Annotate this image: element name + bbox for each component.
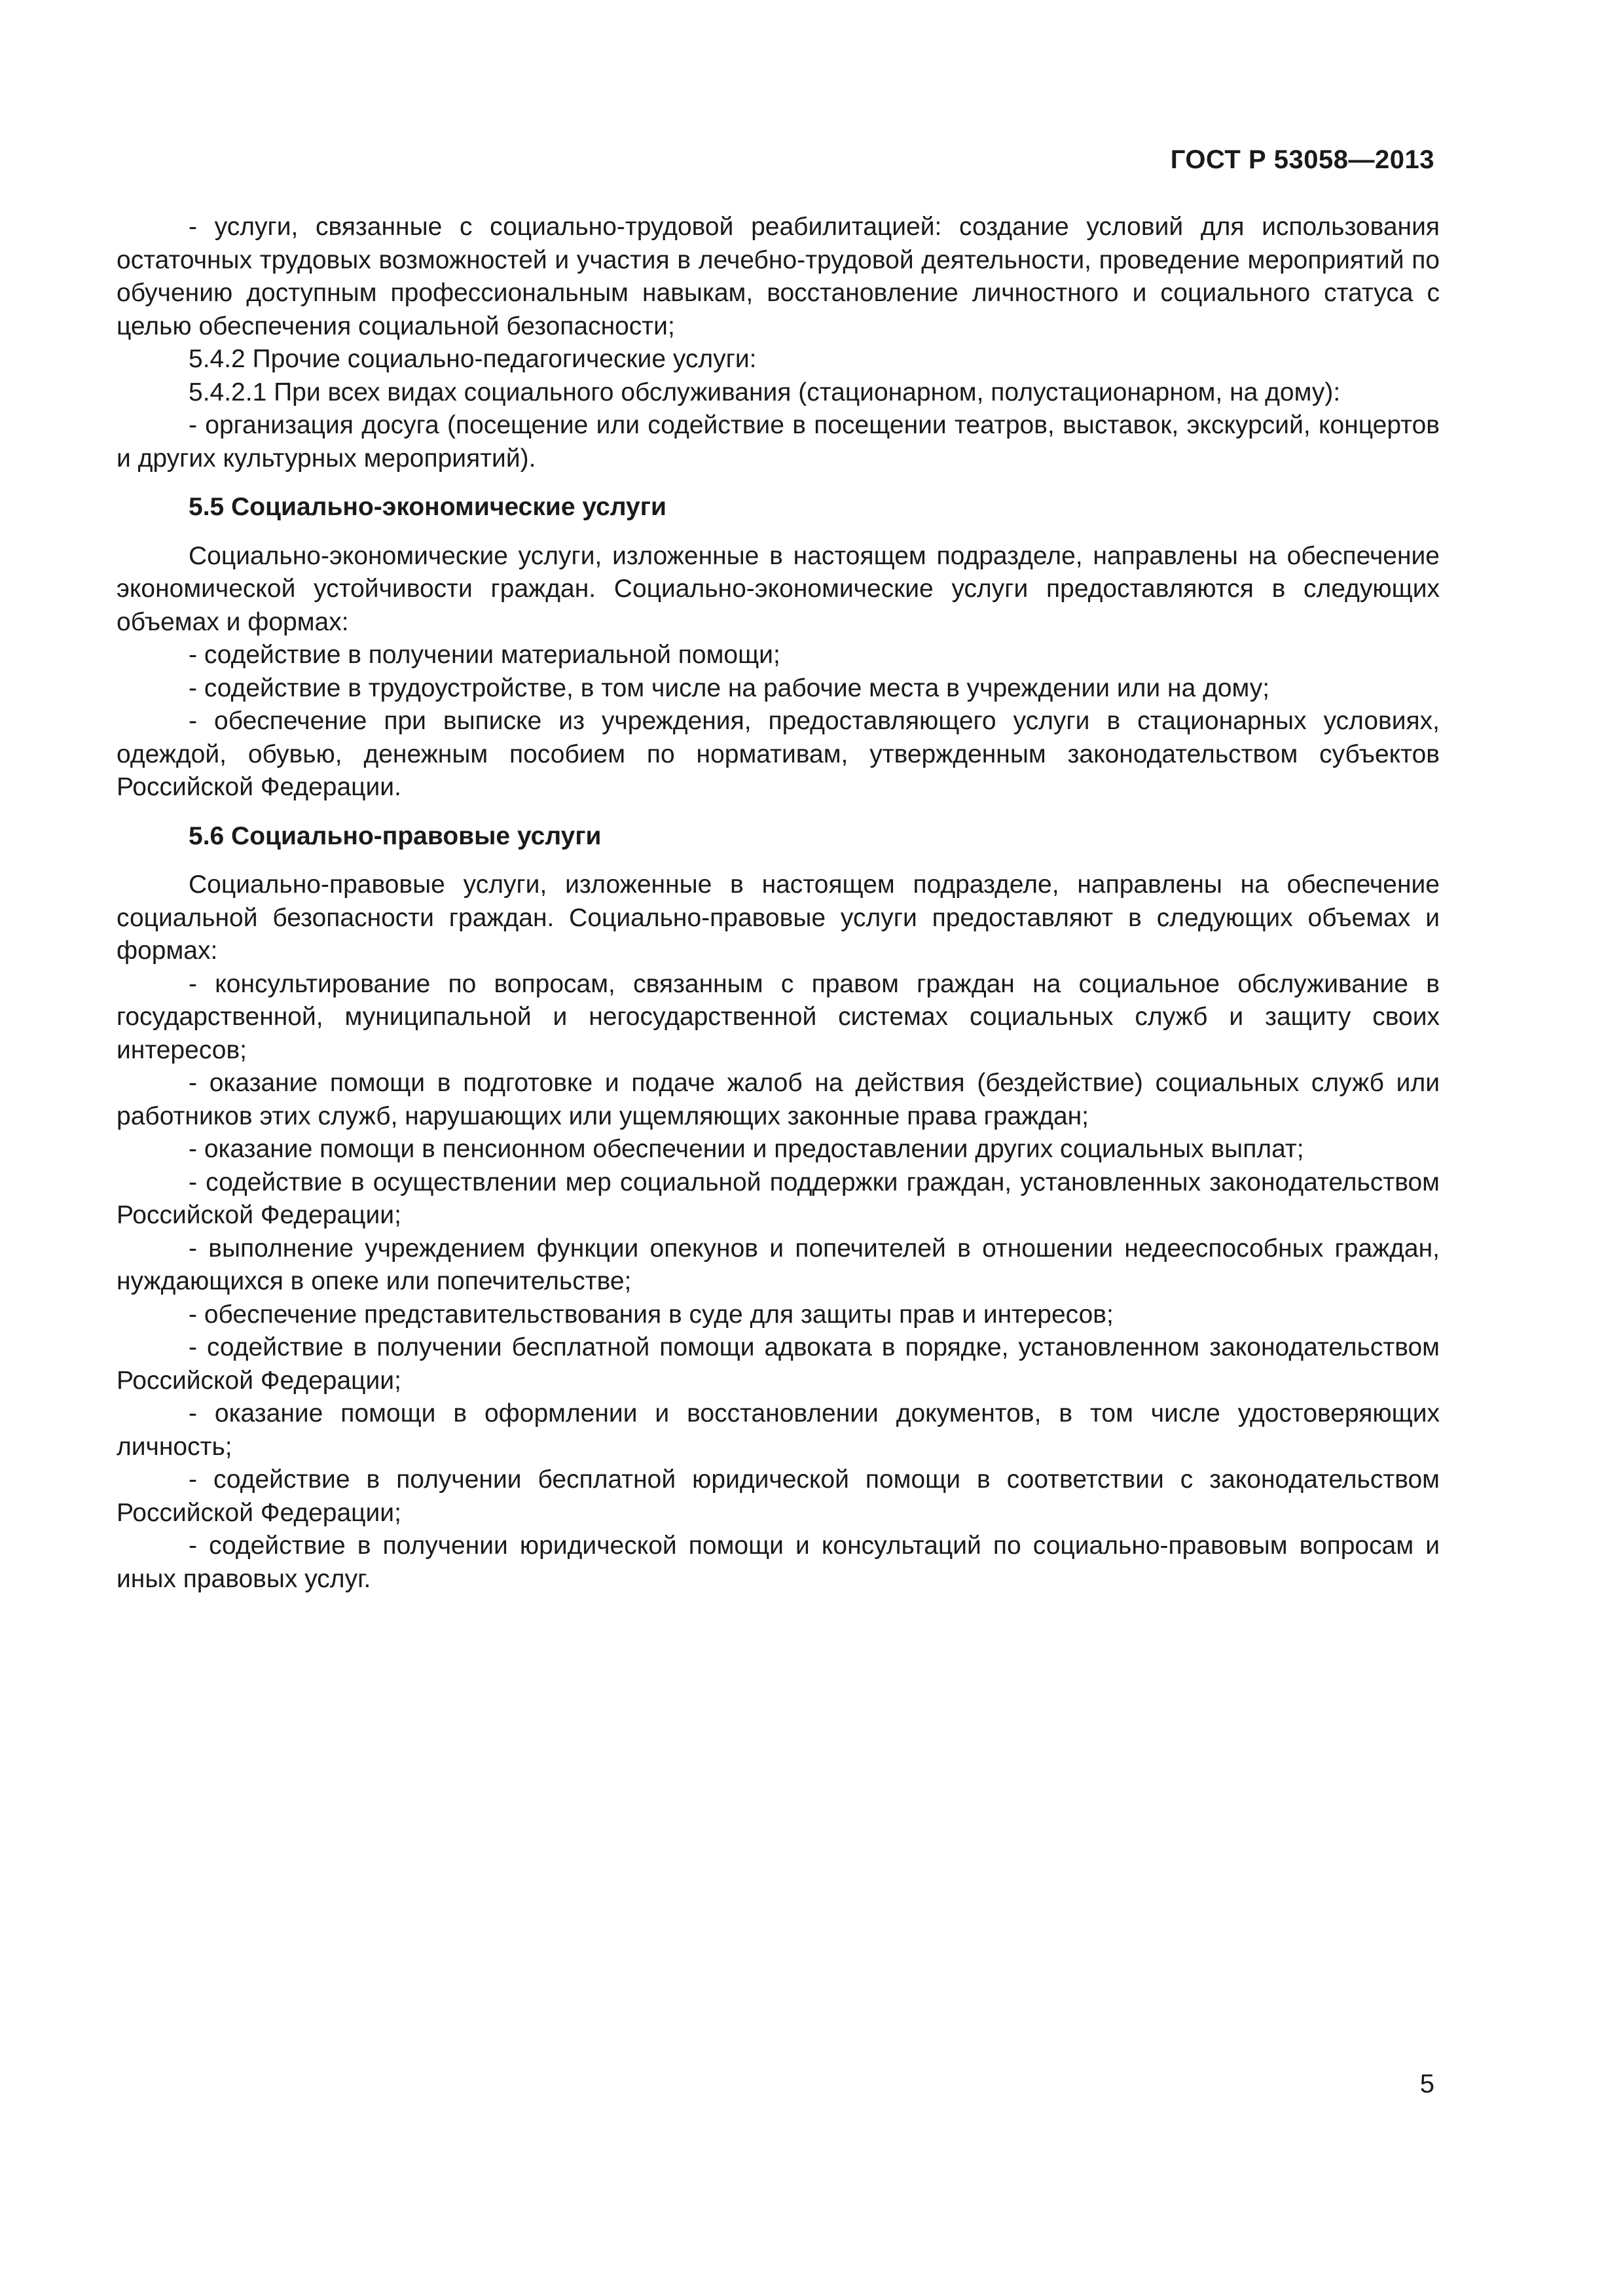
page-number: 5: [1419, 2070, 1434, 2098]
paragraph: - оказание помощи в подготовке и подаче жалоб на действия (бездействие) социальных служб или работников этих служб, нарушающих или ущемляющих законные права граждан;: [117, 1069, 1440, 1130]
paragraph: - оказание помощи в оформлении и восстановлении документов, в том числе удостоверяющих личность;: [117, 1399, 1440, 1461]
document-body: [117, 211, 1440, 1596]
paragraph: 5.4.2.1 При всех видах социального обслуживания (стационарном, полустационарном, на дому):: [189, 378, 1341, 406]
paragraph: - содействие в получении бесплатной юридической помощи в соответствии с законодательством Российской Федерации;: [117, 1465, 1440, 1527]
paragraph: - содействие в получении бесплатной помощи адвоката в порядке, установленном законодательством Российской Федерации;: [117, 1333, 1440, 1395]
section-heading-5-6: 5.6 Социально-правовые услуги: [189, 821, 602, 850]
paragraph: - обеспечение представительствования в суде для защиты прав и интересов;: [189, 1300, 1114, 1329]
paragraph: 5.4.2 Прочие социально-педагогические услуги:: [189, 345, 757, 373]
section-heading-5-5: 5.5 Социально-экономические услуги: [189, 493, 666, 521]
paragraph: - содействие в осуществлении мер социальной поддержки граждан, установленных законодательством Российской Федерации;: [117, 1168, 1440, 1229]
paragraph: - консультирование по вопросам, связанным с правом граждан на социальное обслуживание в государственной, муниципальной и негосударственной системах социальных служб и защиту своих интересов;: [117, 969, 1440, 1064]
paragraph: - выполнение учреждением функции опекунов и попечителей в отношении недееспособных граждан, нуждающихся в опеке или попечительстве;: [117, 1234, 1440, 1295]
paragraph: - услуги, связанные с социально-трудовой реабилитацией: создание условий для использования остаточных трудовых возможностей и участия в лечебно-трудовой деятельности, проведение мероприятий по обучению доступным профессиональным навыкам, восстановление личностного и социального статуса с целью обеспечения социальной безопасности;: [117, 213, 1440, 340]
paragraph: Социально-правовые услуги, изложенные в настоящем подразделе, направлены на обеспечение социальной безопасности граждан. Социально-правовые услуги предоставляют в следующих объемах и формах:: [117, 870, 1440, 965]
paragraph: Социально-экономические услуги, изложенные в настоящем подразделе, направлены на обеспечение экономической устойчивости граждан. Социально-экономические услуги предоставляются в следующих объемах и формах:: [117, 541, 1440, 636]
paragraph: - оказание помощи в пенсионном обеспечении и предоставлении других социальных выплат;: [189, 1135, 1304, 1163]
paragraph: - содействие в получении материальной помощи;: [189, 641, 780, 669]
document-code: ГОСТ Р 53058—2013: [1170, 145, 1434, 174]
paragraph: - организация досуга (посещение или содействие в посещении театров, выставок, экскурсий, концертов и других культурных мероприятий).: [117, 411, 1440, 473]
paragraph: - обеспечение при выписке из учреждения, предоставляющего услуги в стационарных условиях, одеждой, обувью, денежным пособием по нормативам, утвержденным законодательством субъектов Российской Федерации.: [117, 707, 1440, 801]
paragraph: - содействие в трудоустройстве, в том числе на рабочие места в учреждении или на дому;: [189, 673, 1270, 702]
paragraph: - содействие в получении юридической помощи и консультаций по социально-правовым вопросам и иных правовых услуг.: [117, 1532, 1440, 1593]
